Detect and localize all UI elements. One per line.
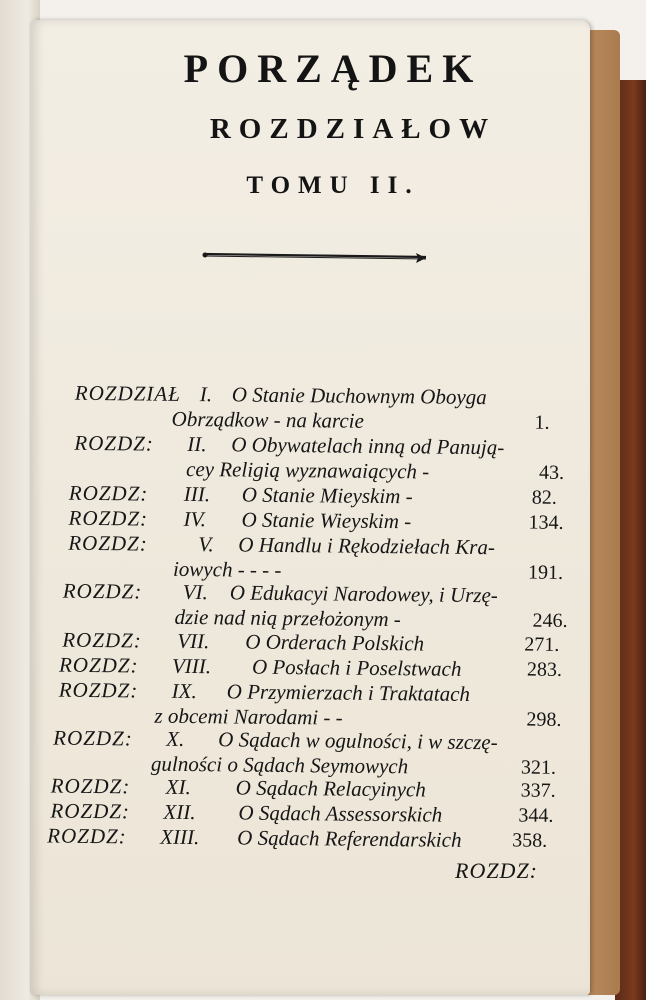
chapter-number: V. <box>198 532 214 557</box>
chapter-number: VII. <box>177 628 210 654</box>
page-number: 271. <box>524 633 560 656</box>
chapter-title: O Obywatelach inną od Panują- <box>231 432 505 460</box>
chapter-number: VIII. <box>171 653 212 679</box>
chapter-number: III. <box>183 481 211 507</box>
chapter-number: II. <box>187 431 207 457</box>
page-number: 191. <box>527 561 564 584</box>
chapter-title: O Sądach Assessorskich <box>238 800 443 827</box>
page-number: 344. <box>518 804 554 827</box>
chapter-number: XIII. <box>160 824 200 850</box>
chapter-label: ROZDZ: <box>50 798 131 824</box>
chapter-label: ROZDZ: <box>50 773 131 799</box>
table-of-contents <box>0 380 600 906</box>
page-number: 298. <box>526 708 562 731</box>
chapter-title-continued: cey Religią wyznawaiących - <box>185 456 430 484</box>
page-number: 43. <box>538 461 565 484</box>
chapter-title: O Orderach Polskich <box>245 629 425 656</box>
chapter-number: X. <box>166 726 185 751</box>
chapter-title: O Stanie Mieyskim - <box>241 482 413 509</box>
chapter-label: ROZDZ: <box>68 505 149 531</box>
page-number: 358. <box>512 829 548 852</box>
ornamental-rule <box>200 248 432 264</box>
page-number: 246. <box>532 609 568 632</box>
chapter-title: O Stanie Duchownym Oboyga <box>231 382 487 410</box>
chapter-title-continued: dzie nad nią przełożonym - <box>174 604 401 632</box>
page-number: 82. <box>531 486 557 509</box>
chapter-number: IV. <box>183 506 207 532</box>
chapter-label: ROZDZ: <box>62 578 143 604</box>
chapter-label: ROZDZ: <box>58 652 139 678</box>
catchword: ROZDZ: <box>455 858 539 883</box>
chapter-title-continued: iowych - - - - <box>172 556 282 582</box>
chapter-title: O Handlu i Rękodziełach Kra- <box>238 532 496 560</box>
chapter-title-continued: gulności o Sądach Seymowych <box>150 751 409 779</box>
chapter-number: I. <box>199 382 213 407</box>
chapter-number: XI. <box>165 774 191 800</box>
chapter-label: ROZDZIAŁ <box>74 380 182 406</box>
page-number: 337. <box>520 779 556 802</box>
chapter-label: ROZDZ: <box>58 677 139 703</box>
chapter-number: IX. <box>171 678 197 704</box>
chapter-title: O Przymierzach i Traktatach <box>226 679 471 706</box>
chapter-title: O Posłach i Poselstwach <box>251 654 462 681</box>
volume-label: TOMU II. <box>246 172 420 199</box>
page-subtitle: ROZDZIAŁOW <box>209 113 497 145</box>
chapter-title: O Stanie Wieyskim - <box>241 507 412 534</box>
chapter-title: O Sądach Referendarskich <box>237 825 462 852</box>
chapter-label: ROZDZ: <box>74 430 154 456</box>
page-number: 283. <box>526 658 563 681</box>
chapter-label: ROZDZ: <box>68 480 149 506</box>
chapter-label: ROZDZ: <box>62 627 142 653</box>
chapter-title: O Edukacyi Narodowey, i Urzę- <box>229 580 498 608</box>
chapter-number: XII. <box>163 799 196 825</box>
page-number: 321. <box>520 756 557 779</box>
page-number: 1. <box>534 411 550 434</box>
chapter-label: ROZDZ: <box>53 725 133 751</box>
chapter-title-continued: Obrządkow - na karcie <box>171 406 364 433</box>
chapter-number: VI. <box>182 579 208 605</box>
page-number: 134. <box>528 511 564 534</box>
chapter-title-continued: z obcemi Narodami - - <box>154 703 343 730</box>
chapter-title: O Sądach Relacyinych <box>235 775 426 802</box>
chapter-label: ROZDZ: <box>68 530 148 556</box>
chapter-title: O Sądach w ogulności, i w szczę- <box>218 727 498 755</box>
page-title: PORZĄDEK <box>183 46 483 91</box>
chapter-label: ROZDZ: <box>47 823 127 849</box>
